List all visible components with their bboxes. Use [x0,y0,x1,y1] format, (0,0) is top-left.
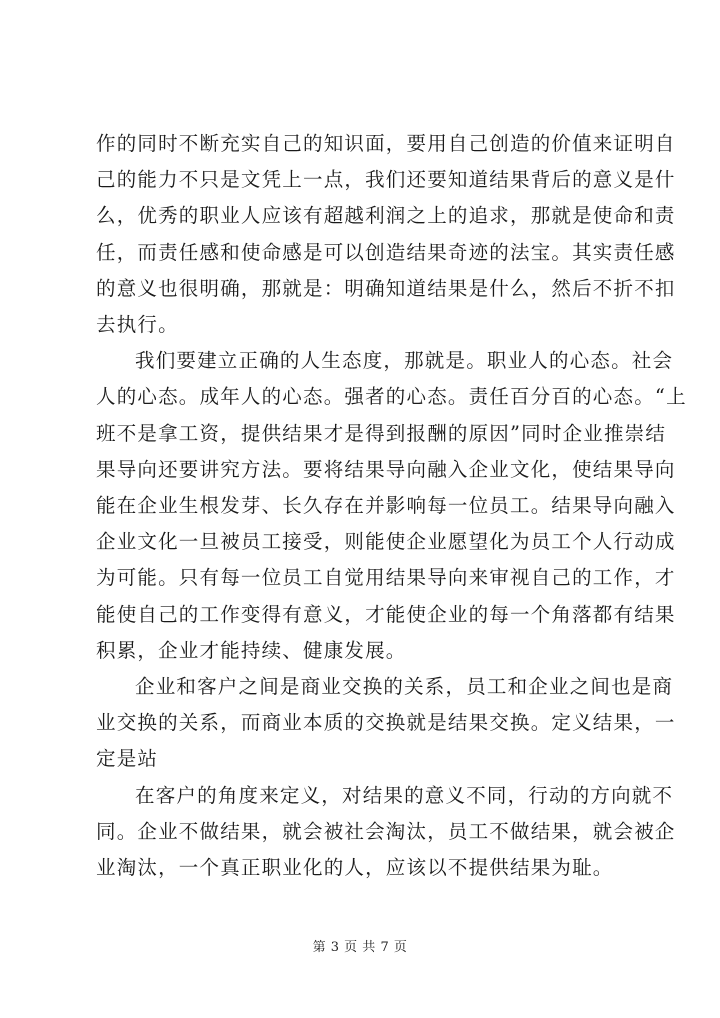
text-line: 定是站 [96,747,159,771]
paragraph-3 [96,669,676,778]
text-line: 在客户的角度来定义，对结果的意义不同，行动的方向就不 [135,783,674,807]
text-line: 同。企业不做结果，就会被社会淘汰，员工不做结果，就会被企 [96,819,676,843]
text-line: 作的同时不断充实自己的知识面，要用自己创造的价值来证明自 [96,132,676,155]
text-line: 业交换的关系，而商业本质的交换就是结果交换。定义结果，一 [96,711,676,735]
paragraph-4 [96,778,676,887]
paragraph-2 [96,343,687,669]
text-line: 能使自己的工作变得有意义，才能使企业的每一个角落都有结果 [96,602,676,626]
text-line: 己的能力不只是文凭上一点，我们还要知道结果背后的意义是什 [96,168,676,192]
text-line: 能在企业生根发芽、长久存在并影响每一位员工。结果导向融入 [96,494,676,518]
text-line: 积累，企业才能持续、健康发展。 [96,638,407,662]
text-line: 我们要建立正确的人生态度，那就是。职业人的心态。社会 [135,349,674,373]
text-line: 企业和客户之间是商业交换的关系，员工和企业之间也是商 [135,675,674,699]
document-body [96,126,687,886]
page-number-footer: 第 3 页 共 7 页 [312,940,408,955]
text-line: 么，优秀的职业人应该有超越利润之上的追求，那就是使命和责 [96,204,676,228]
text-line: 去执行。 [96,313,179,337]
paragraph-1 [96,126,676,343]
text-line: 人的心态。成年人的心态。强者的心态。责任百分百的心态。“上 [96,385,687,409]
text-line: 班不是拿工资，提供结果才是得到报酬的原因”同时企业推崇结 [96,421,667,445]
text-line: 企业文化一旦被员工接受，则能使企业愿望化为员工个人行动成 [96,530,676,554]
text-line: 为可能。只有每一位员工自觉用结果导向来审视自己的工作，才 [96,566,676,590]
text-line: 果导向还要讲究方法。要将结果导向融入企业文化，使结果导向 [96,457,676,481]
text-line: 的意义也很明确，那就是：明确知道结果是什么，然后不折不扣 [96,276,676,300]
text-line: 业淘汰，一个真正职业化的人，应该以不提供结果为耻。 [96,856,614,880]
text-line: 任，而责任感和使命感是可以创造结果奇迹的法宝。其实责任感 [96,240,676,264]
